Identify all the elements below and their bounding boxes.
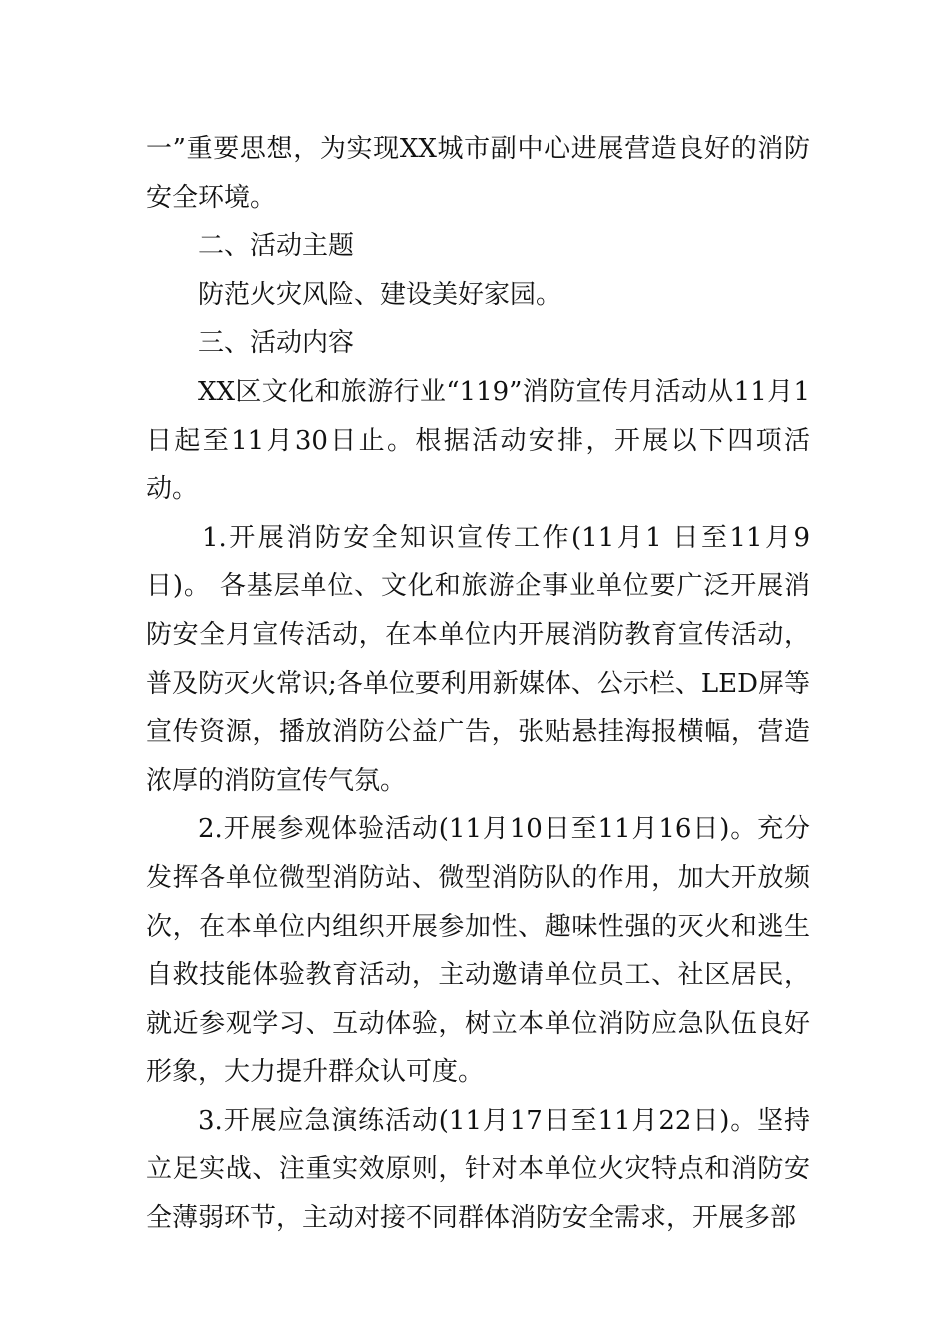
document-body xyxy=(146,125,810,1243)
paragraph-item-2: 2.开展参观体验活动(11月10日至11月16日)。充分发挥各单位微型消防站、微型消防队的作用，加大开放频次，在本单位内组织开展参加性、趣味性强的灭火和逃生自救技能体验教育活动，主动邀请单位员工、社区居民，就近参观学习、互动体验，树立本单位消防应急队伍良好形象，大力提升群众认可度。 xyxy=(146,814,810,1088)
paragraph-item-1: 1.开展消防安全知识宣传工作(11月1 日至11月9日)。 各基层单位、文化和旅游企事业单位要广泛开展消防安全月宣传活动，在本单位内开展消防教育宣传活动，普及防灭火常识;各单位要利用新媒体、公示栏、LED屏等宣传资源，播放消防公益广告，张贴悬挂海报横幅，营造浓厚的消防宣传气氛。 xyxy=(146,522,810,796)
paragraph-activity-overview: XX区文化和旅游行业“119”消防宣传月活动从11月1日起至11月30日止。根据活动安排，开展以下四项活动。 xyxy=(146,376,810,505)
paragraph-item-3: 3.开展应急演练活动(11月17日至11月22日)。坚持立足实战、注重实效原则，针对本单位火灾特点和消防安全薄弱环节，主动对接不同群体消防安全需求，开展多部 xyxy=(146,1105,810,1234)
paragraph-continuation: 一”重要思想，为实现XX城市副中心进展营造良好的消防安全环境。 xyxy=(146,134,810,213)
paragraph-theme: 防范火灾风险、建设美好家园。 xyxy=(198,279,563,310)
heading-activity-theme: 二、活动主题 xyxy=(198,231,355,262)
heading-activity-content: 三、活动内容 xyxy=(198,328,355,359)
